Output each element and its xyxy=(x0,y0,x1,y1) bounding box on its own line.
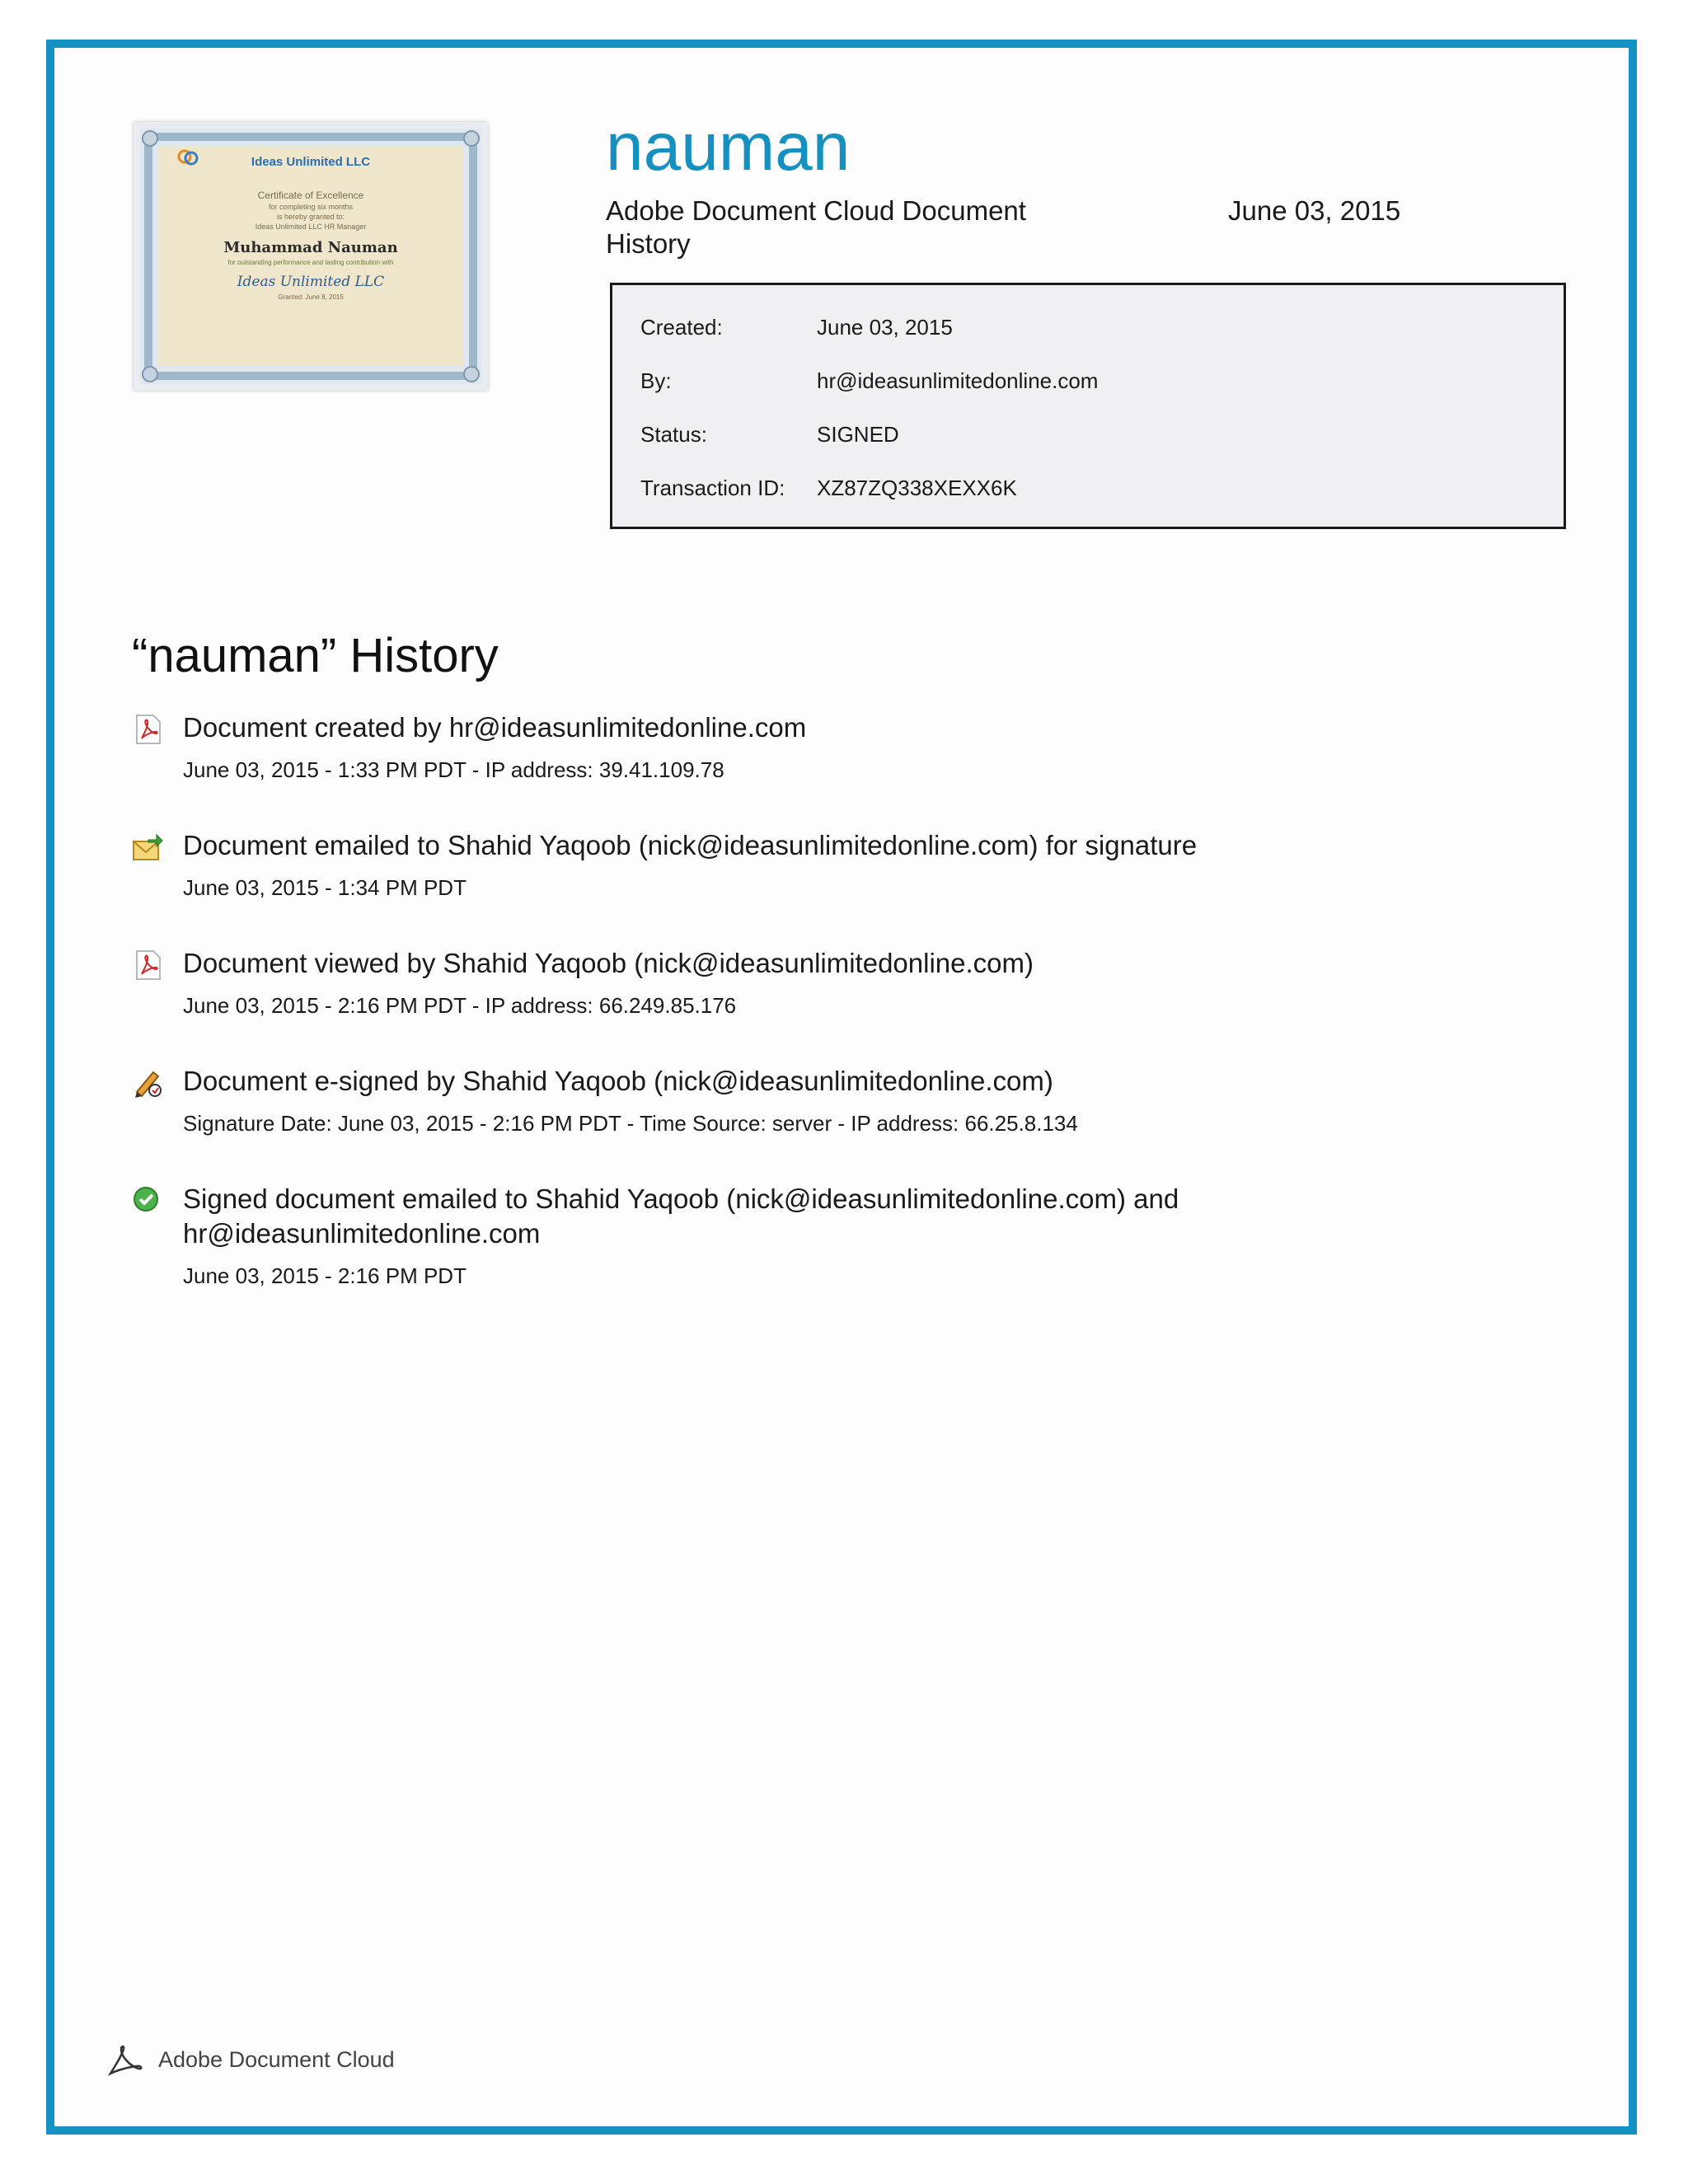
event-description: Signed document emailed to Shahid Yaqoob (nick@ideasunlimitedonline.com) and hr@ideasunlimitedonline.com xyxy=(183,1183,1179,1249)
event-detail: June 03, 2015 - 2:16 PM PDT xyxy=(183,1263,467,1288)
status-label: Status: xyxy=(640,422,707,447)
created-value: June 03, 2015 xyxy=(817,315,953,340)
thumb-company: Ideas Unlimited LLC xyxy=(251,155,371,169)
status-value: SIGNED xyxy=(817,422,899,447)
header-date: June 03, 2015 xyxy=(1228,195,1401,226)
thumb-heading: Certificate of Excellence xyxy=(257,190,364,201)
document-subtitle: Adobe Document Cloud Document History xyxy=(606,195,1026,259)
event-detail: June 03, 2015 - 2:16 PM PDT - IP address: 66.249.85.176 xyxy=(183,993,737,1018)
thumb-line1: for completing six months xyxy=(268,203,354,211)
check-circle-icon xyxy=(132,1185,163,1216)
email-sent-icon xyxy=(132,832,163,863)
transaction-label: Transaction ID: xyxy=(640,476,785,500)
event-description: Document viewed by Shahid Yaqoob (nick@ideasunlimitedonline.com) xyxy=(183,948,1034,978)
event-description: Document created by hr@ideasunlimitedonline.com xyxy=(183,712,807,743)
document-thumbnail[interactable] xyxy=(134,122,488,391)
event-detail: June 03, 2015 - 1:33 PM PDT - IP address: 39.41.109.78 xyxy=(183,757,724,782)
thumb-line4: for outstanding performance and lasting contribution with xyxy=(227,259,394,266)
thumb-granted: Granted: June 8, 2015 xyxy=(278,293,344,301)
event-detail: Signature Date: June 03, 2015 - 2:16 PM PDT - Time Source: server - IP address: 66.25.8.134 xyxy=(183,1111,1078,1136)
event-detail: June 03, 2015 - 1:34 PM PDT xyxy=(183,875,467,900)
info-row-by xyxy=(640,368,1098,394)
transaction-value: XZ87ZQ338XEXX6K xyxy=(817,476,1017,500)
by-label: By: xyxy=(640,368,672,393)
thumb-signature: Ideas Unlimited LLC xyxy=(237,274,385,290)
document-info-box xyxy=(610,283,1566,529)
by-value: hr@ideasunlimitedonline.com xyxy=(817,368,1099,393)
event-description: Document emailed to Shahid Yaqoob (nick@ideasunlimitedonline.com) for signature xyxy=(183,830,1198,860)
info-row-transaction xyxy=(640,476,1017,501)
info-row-created xyxy=(640,315,953,340)
info-row-status xyxy=(640,422,899,448)
event-description: Document e-signed by Shahid Yaqoob (nick@ideasunlimitedonline.com) xyxy=(183,1066,1053,1096)
pdf-icon xyxy=(132,949,163,981)
footer-brand-text: Adobe Document Cloud xyxy=(158,2047,395,2072)
pdf-icon xyxy=(132,714,163,745)
thumb-line3: Ideas Unlimited LLC HR Manager xyxy=(255,223,367,231)
history-title: “nauman” History xyxy=(132,629,499,682)
acrobat-logo-icon xyxy=(107,2044,143,2077)
thumb-line2: is hereby granted to: xyxy=(276,213,345,221)
created-label: Created: xyxy=(640,315,723,340)
pen-sign-icon xyxy=(132,1067,163,1099)
document-title: nauman xyxy=(606,110,851,185)
thumb-recipient: Muhammad Nauman xyxy=(223,239,398,256)
